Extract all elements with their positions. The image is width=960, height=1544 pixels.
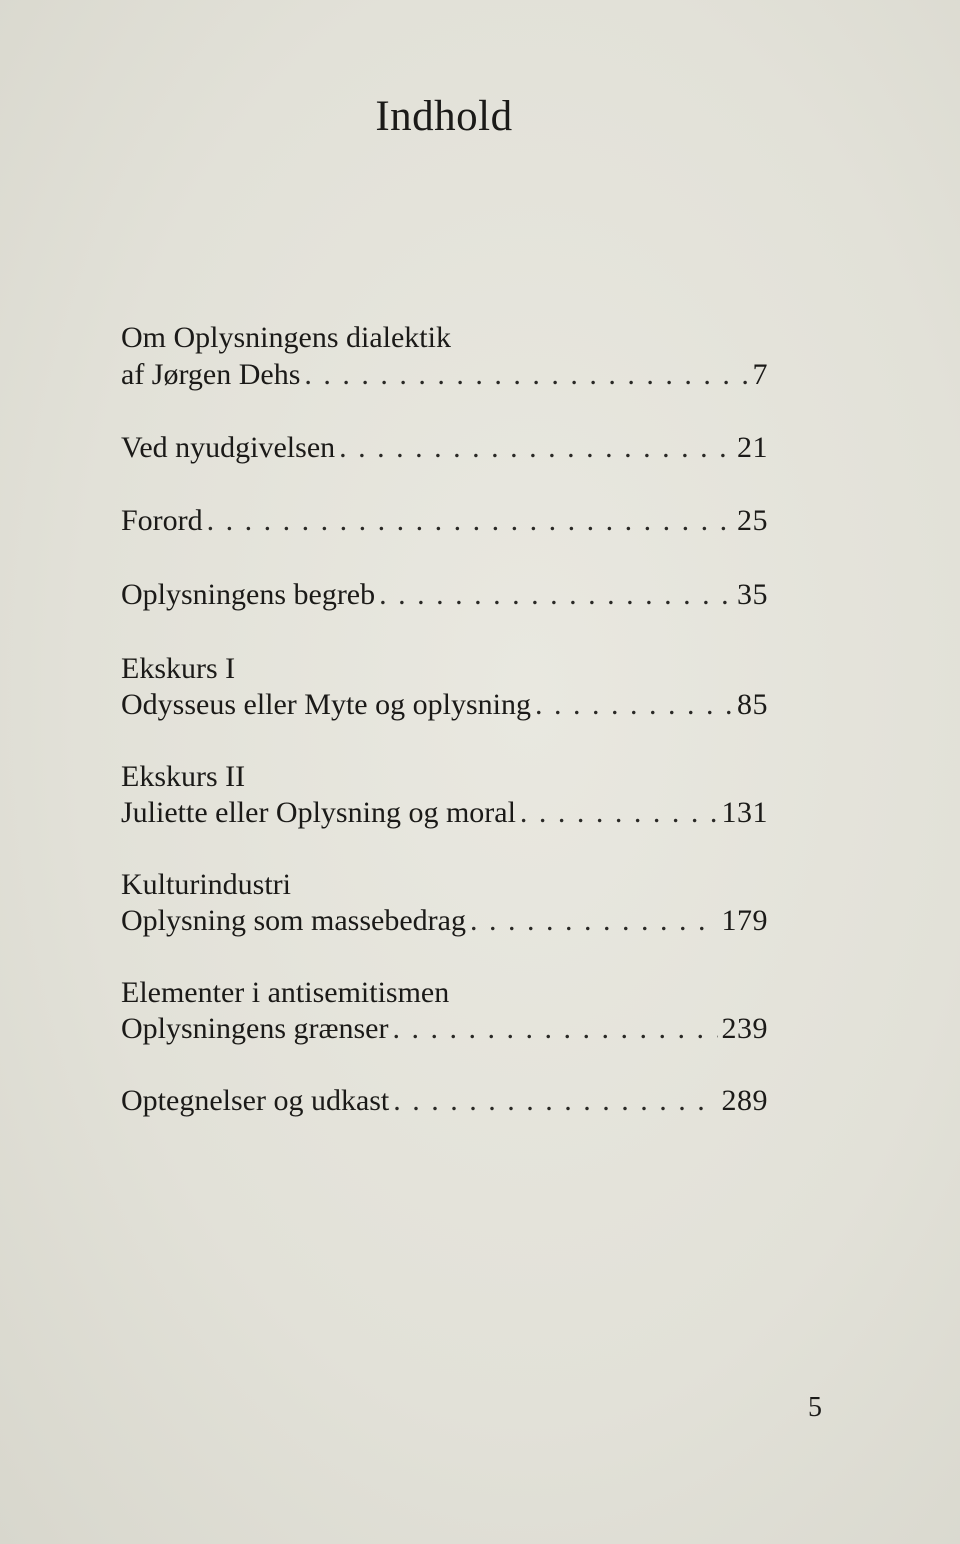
toc-entry-title: Oplysningens grænser: [121, 1012, 389, 1045]
toc-entry-page: 85: [737, 688, 768, 721]
toc-entry-title: Ved nyudgivelsen: [121, 431, 336, 464]
toc-entry: [121, 1011, 768, 1047]
dot-leader: [379, 577, 733, 613]
toc-entry-heading: Om Oplysningens dialektik: [121, 321, 451, 354]
toc-entry-title: Odysseus eller Myte og oplysning: [121, 688, 531, 721]
toc-entry-title: Oplysningens begreb: [121, 578, 376, 611]
toc-entry: [121, 577, 768, 613]
dot-leader: [304, 357, 748, 393]
toc-entry: [121, 357, 768, 393]
toc-entry-title: Juliette eller Oplysning og moral: [121, 796, 516, 829]
dot-leader: [393, 1083, 717, 1119]
page-title: Indhold: [375, 93, 513, 140]
dot-leader: [207, 503, 733, 539]
toc-entry-page: 35: [737, 578, 768, 611]
toc-entry: [121, 430, 768, 466]
toc-entry-title: Forord: [121, 504, 203, 537]
page-number: 5: [808, 1392, 822, 1423]
toc-entry-heading: Ekskurs I: [121, 652, 236, 685]
toc-entry-title: Oplysning som massebedrag: [121, 904, 466, 937]
toc-entry-page: 239: [721, 1012, 768, 1045]
toc-entry-heading: Elementer i antisemitismen: [121, 976, 450, 1009]
toc-entry: [121, 687, 768, 723]
toc-entry-title: af Jørgen Dehs: [121, 358, 301, 391]
dot-leader: [520, 795, 718, 831]
toc-entry-page: 7: [752, 358, 768, 391]
toc-entry: [121, 795, 768, 831]
toc-entry-heading: Kulturindustri: [121, 868, 291, 901]
dot-leader: [535, 687, 733, 723]
dot-leader: [339, 430, 733, 466]
toc-entry-page: 21: [737, 431, 768, 464]
toc-entry: [121, 903, 768, 939]
dot-leader: [470, 903, 718, 939]
toc-entry: [121, 1083, 768, 1119]
toc-entry: [121, 503, 768, 539]
dot-leader: [392, 1011, 717, 1047]
toc-entry-page: 179: [721, 904, 768, 937]
toc-entry-page: 289: [721, 1084, 768, 1117]
toc-entry-page: 131: [721, 796, 768, 829]
toc-entry-title: Optegnelser og udkast: [121, 1084, 390, 1117]
toc-entry-heading: Ekskurs II: [121, 760, 246, 793]
toc-entry-page: 25: [737, 504, 768, 537]
